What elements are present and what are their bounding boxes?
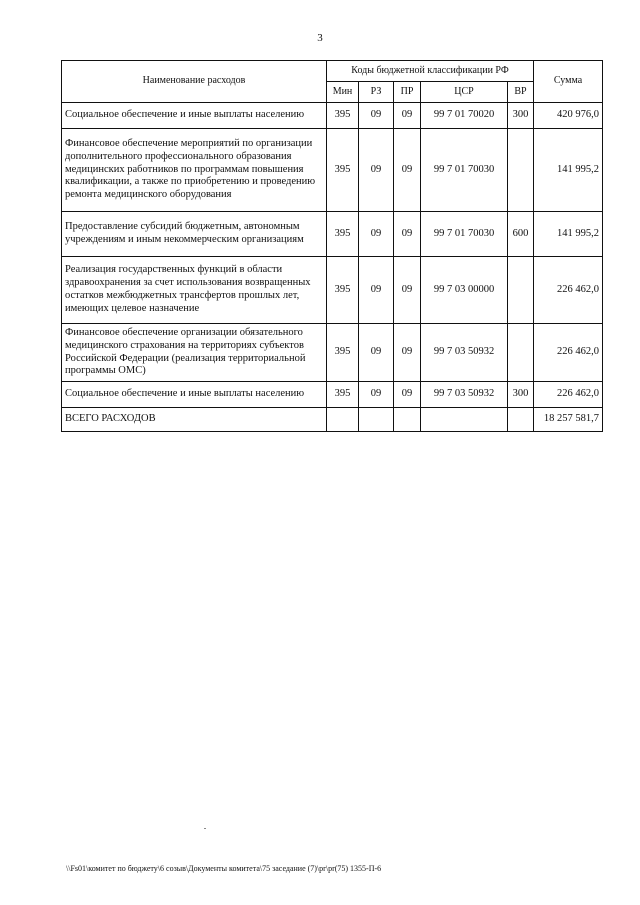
header-min: Мин: [327, 82, 359, 103]
row-min: 395: [327, 129, 359, 212]
header-pr: ПР: [394, 82, 421, 103]
total-empty-cell: [394, 408, 421, 432]
row-pr: 09: [394, 382, 421, 408]
row-rz: 09: [359, 103, 394, 129]
row-pr: 09: [394, 257, 421, 324]
row-vr: 600: [508, 212, 534, 257]
header-row-top: [62, 61, 603, 82]
total-label: ВСЕГО РАСХОДОВ: [62, 408, 327, 432]
row-name: Финансовое обеспечение мероприятий по организации дополнительного профессионального образования медицинских работников по программам повышения квалификации, а также по приобретению и проведению ремонта медицинского оборудования: [62, 129, 327, 212]
row-sum: 420 976,0: [534, 103, 603, 129]
row-rz: 09: [359, 382, 394, 408]
table-row: [62, 382, 603, 408]
total-empty-cell: [421, 408, 508, 432]
row-csr: 99 7 01 70020: [421, 103, 508, 129]
row-csr: 99 7 03 50932: [421, 382, 508, 408]
row-csr: 99 7 03 00000: [421, 257, 508, 324]
row-name: Социальное обеспечение и иные выплаты населению: [62, 103, 327, 129]
table-row: [62, 324, 603, 382]
row-rz: 09: [359, 212, 394, 257]
row-sum: 226 462,0: [534, 257, 603, 324]
row-sum: 141 995,2: [534, 212, 603, 257]
page-number: 3: [317, 32, 323, 44]
row-csr: 99 7 01 70030: [421, 129, 508, 212]
table-row: [62, 129, 603, 212]
header-rz: РЗ: [359, 82, 394, 103]
row-pr: 09: [394, 324, 421, 382]
row-vr: [508, 257, 534, 324]
header-sum: Сумма: [534, 61, 603, 103]
row-sum: 141 995,2: [534, 129, 603, 212]
row-csr: 99 7 03 50932: [421, 324, 508, 382]
header-vr: ВР: [508, 82, 534, 103]
header-expense-name: Наименование расходов: [62, 61, 327, 103]
row-name: Финансовое обеспечение организации обязательного медицинского страхования на территориях субъектов Российской Федерации (реализация территориальной программы ОМС): [62, 324, 327, 382]
row-csr: 99 7 01 70030: [421, 212, 508, 257]
row-name: Социальное обеспечение и иные выплаты населению: [62, 382, 327, 408]
row-min: 395: [327, 257, 359, 324]
total-empty-cell: [327, 408, 359, 432]
row-sum: 226 462,0: [534, 382, 603, 408]
row-name: Предоставление субсидий бюджетным, автономным учреждениям и иным некоммерческим организациям: [62, 212, 327, 257]
row-vr: 300: [508, 382, 534, 408]
scan-dot: [204, 828, 206, 829]
row-pr: 09: [394, 212, 421, 257]
row-rz: 09: [359, 324, 394, 382]
row-min: 395: [327, 212, 359, 257]
row-rz: 09: [359, 129, 394, 212]
row-vr: [508, 129, 534, 212]
header-csr: ЦСР: [421, 82, 508, 103]
table-row: [62, 103, 603, 129]
footer-file-path: \\Fs01\комитет по бюджету\6 созыв\Документы комитета\75 заседание (7)\pr\pr(75) 1355-П-6: [66, 864, 382, 873]
row-name: Реализация государственных функций в области здравоохранения за счет использования возвращенных остатков межбюджетных трансфертов прошлых лет, имеющих целевое назначение: [62, 257, 327, 324]
total-empty-cell: [508, 408, 534, 432]
row-min: 395: [327, 382, 359, 408]
row-vr: 300: [508, 103, 534, 129]
row-pr: 09: [394, 129, 421, 212]
budget-expenses-table: [61, 60, 603, 432]
header-budget-codes: Коды бюджетной классификации РФ: [327, 61, 534, 82]
table-row: [62, 212, 603, 257]
row-rz: 09: [359, 257, 394, 324]
row-pr: 09: [394, 103, 421, 129]
row-vr: [508, 324, 534, 382]
row-min: 395: [327, 324, 359, 382]
total-empty-cell: [359, 408, 394, 432]
row-sum: 226 462,0: [534, 324, 603, 382]
total-row: [62, 408, 603, 432]
total-sum: 18 257 581,7: [534, 408, 603, 432]
row-min: 395: [327, 103, 359, 129]
table-row: [62, 257, 603, 324]
